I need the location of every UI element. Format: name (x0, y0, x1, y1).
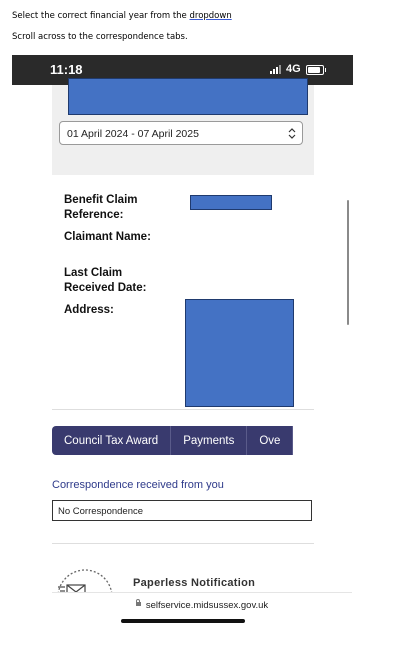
dropdown-link[interactable]: dropdown (189, 11, 232, 21)
tab-overview[interactable]: Ove (247, 426, 293, 455)
instruction-line-2: Scroll across to the correspondence tabs. (12, 32, 188, 42)
divider (52, 409, 314, 410)
instruction-text: Select the correct financial year from the (12, 11, 190, 21)
correspondence-value: No Correspondence (58, 506, 144, 517)
tab-council-tax-award[interactable]: Council Tax Award (52, 426, 171, 455)
financial-year-select[interactable] (59, 121, 303, 145)
signal-icon (270, 65, 281, 74)
instruction-line-1 (12, 11, 232, 21)
correspondence-heading[interactable]: Correspondence received from you (52, 479, 224, 491)
financial-year-value: 01 April 2024 - 07 April 2025 (67, 128, 199, 140)
url-text: selfservice.midsussex.gov.uk (145, 600, 269, 611)
benefit-claim-reference-label: Benefit Claim Reference: (64, 194, 138, 221)
last-claim-received-label: Last Claim Received Date: (64, 267, 147, 294)
correspondence-tabs (52, 426, 314, 455)
divider (52, 543, 314, 544)
lock-icon (136, 602, 141, 606)
network-type: 4G (286, 63, 301, 75)
home-indicator[interactable] (121, 619, 245, 623)
page-scrollbar[interactable] (347, 200, 349, 325)
status-time: 11:18 (50, 62, 83, 77)
redacted-claim-reference (190, 195, 272, 210)
select-chevron-icon (288, 128, 296, 141)
address-label: Address: (64, 304, 114, 316)
redacted-address (185, 299, 294, 407)
browser-url-bar[interactable] (52, 592, 352, 617)
redacted-block-header (68, 78, 308, 115)
claimant-name-label: Claimant Name: (64, 231, 151, 243)
paperless-notification-title: Paperless Notification (133, 577, 256, 589)
tab-payments[interactable]: Payments (171, 426, 247, 455)
battery-icon (306, 65, 324, 75)
correspondence-box (52, 500, 312, 521)
paperless-envelope-icon (54, 565, 116, 595)
